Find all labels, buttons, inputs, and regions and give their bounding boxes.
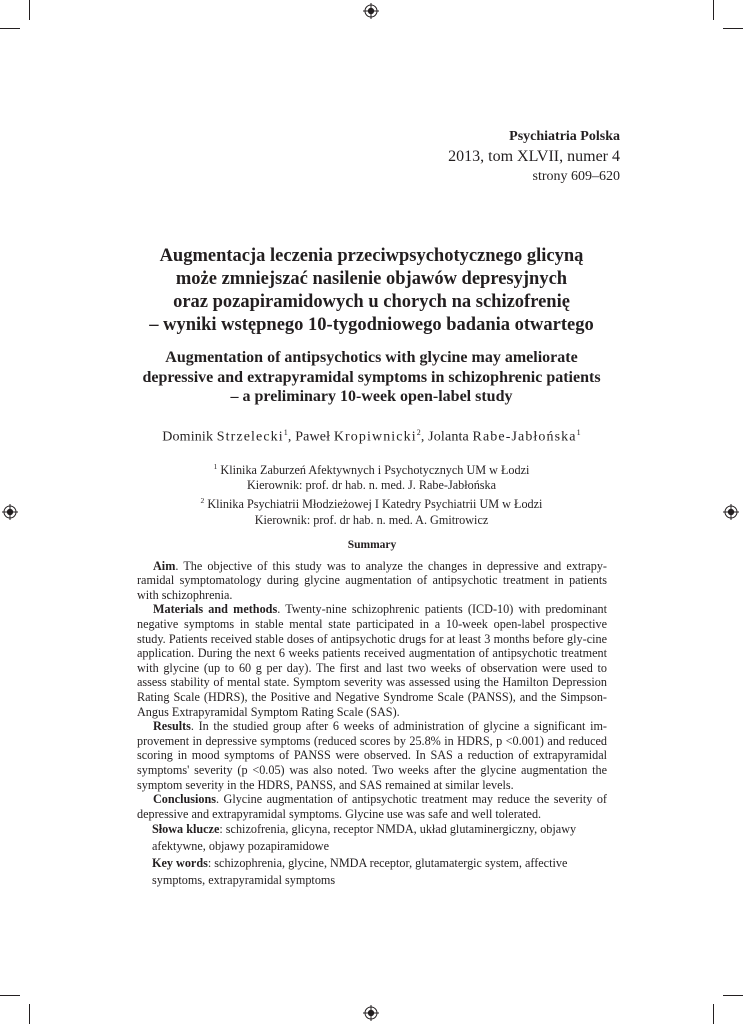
title-polish-line: oraz pozapiramidowych u chorych na schizofrenię xyxy=(173,292,570,312)
affiliation-text: Kierownik: prof. dr hab. n. med. A. Gmitrowicz xyxy=(254,512,489,527)
summary-heading: Summary xyxy=(347,539,397,551)
keywords-english xyxy=(152,855,612,889)
affiliation-line xyxy=(0,478,743,493)
summary-text: . In the studied group after 6 weeks of administration of glycine a significant im-provement in depressive symptoms (reduced scores by 25.8% in HDRS, p <0.001) and reduced scoring in mood symptoms of PANSS were observed. In SAS a reduction of extrapyramidal symptoms' severity (p <0.05) was also noted. Two weeks after the glycine augmentation the symptom severity in the HDRS, PANSS, and SAS remained at similar levels. xyxy=(137,719,607,792)
affiliation-list xyxy=(0,459,743,528)
summary-paragraph-aim xyxy=(137,559,607,603)
crop-mark xyxy=(0,28,20,29)
author-first-name: Jolanta xyxy=(428,429,473,445)
author-surname: Rabe-Jabłońska xyxy=(472,429,577,445)
title-polish xyxy=(0,245,743,337)
title-polish-line: może zmniejszać nasilenie objawów depresyjnych xyxy=(175,269,568,289)
keywords-polish xyxy=(152,821,612,855)
title-polish-line: Augmentacja leczenia przeciwpsychotycznego glicyną xyxy=(159,246,584,266)
author-affiliation-sup: 2 xyxy=(416,428,421,437)
title-english-line: Augmentation of antipsychotics with glycine may ameliorate xyxy=(165,349,578,366)
registration-mark-icon xyxy=(363,3,379,19)
summary-label: Conclusions xyxy=(153,792,216,807)
author-separator: , xyxy=(287,429,296,445)
author-affiliation-sup: 1 xyxy=(576,428,581,437)
author-first-name: Paweł xyxy=(295,429,334,445)
affiliation-sup: 1 xyxy=(213,462,218,471)
crop-mark xyxy=(723,28,743,29)
title-polish-line: – wyniki wstępnego 10-tygodniowego badania otwartego xyxy=(149,315,594,335)
summary-text: . The objective of this study was to analyze the changes in depressive and extrapy-ramidal symptomatology during glycine augmentation of antipsychotic treatment in patients with schizophrenia. xyxy=(137,558,607,602)
affiliation-line xyxy=(0,459,743,478)
affiliation-text: Klinika Zaburzeń Afektywnych i Psychotycznych UM w Łodzi xyxy=(217,463,530,478)
summary-text: . Twenty-nine schizophrenic patients (ICD-10) with predominant negative symptoms in stable mental state participated in a 10-week open-label prospective study. Patients received stable doses of antipsychotic drugs for at least 3 months before gly-cine application. During the next 6 weeks patients received augmentation of antipsychotic treatment with glycine (up to 60 g per day). The first and last two weeks of observation were used to assess stability of mental state. Symptom severity was assessed using the Hamilton Depression Rating Scale (HDRS), the Positive and Negative Syndrome Scale (PANSS), and the Simpson-Angus Extrapyramidal Symptom Rating Scale (SAS). xyxy=(137,602,608,719)
journal-volume: 2013, tom XLVII, numer 4 xyxy=(448,148,620,165)
keywords-text: : schizofrenia, glicyna, receptor NMDA, układ glutaminergiczny, objawy afektywne, objawy pozapiramidowe xyxy=(152,822,577,853)
summary-paragraph-methods xyxy=(137,602,607,719)
crop-mark xyxy=(723,995,743,996)
author-separator: , xyxy=(420,429,429,445)
affiliation-sup: 2 xyxy=(200,496,205,506)
author-list xyxy=(0,424,743,447)
summary-paragraph-results xyxy=(137,719,607,792)
crop-mark xyxy=(0,995,20,996)
author-surname: Kropiwnicki xyxy=(333,429,417,445)
keywords-label: Słowa klucze xyxy=(152,822,220,836)
title-english-line: depressive and extrapyramidal symptoms in schizophrenic patients xyxy=(142,368,601,386)
author-first-name: Dominik xyxy=(162,429,217,445)
keywords-label: Key words xyxy=(152,856,208,870)
registration-mark-icon xyxy=(363,1005,379,1021)
summary-label: Results xyxy=(153,719,191,734)
summary-section xyxy=(137,538,607,821)
author-surname: Strzelecki xyxy=(216,429,284,445)
crop-mark xyxy=(29,1004,30,1024)
affiliation-line xyxy=(0,493,743,512)
journal-name: Psychiatria Polska xyxy=(509,129,620,144)
summary-label: Aim xyxy=(153,558,176,573)
crop-mark xyxy=(713,1004,714,1024)
affiliation-text: Kierownik: prof. dr hab. n. med. J. Rabe-Jabłońska xyxy=(246,478,497,493)
summary-text: . Glycine augmentation of antipsychotic treatment may reduce the severity of depressive and extrapyramidal symptoms. Glycine use was safe and well tolerated. xyxy=(137,792,607,821)
title-english-line: – a preliminary 10-week open-label study xyxy=(230,388,513,405)
journal-header xyxy=(448,127,620,187)
title-english xyxy=(0,348,743,407)
crop-mark xyxy=(29,0,30,20)
keywords-section xyxy=(152,821,612,889)
journal-pages: strony 609–620 xyxy=(532,169,620,184)
affiliation-text: Klinika Psychiatrii Młodzieżowej I Katedry Psychiatrii UM w Łodzi xyxy=(204,497,543,512)
author-affiliation-sup: 1 xyxy=(283,428,288,437)
summary-paragraph-conclusions xyxy=(137,792,607,821)
summary-label: Materials and methods xyxy=(153,602,278,617)
crop-mark xyxy=(713,0,714,20)
keywords-text: : schizophrenia, glycine, NMDA receptor, glutamatergic system, affective symptoms, extrapyramidal symptoms xyxy=(152,856,568,887)
affiliation-line xyxy=(0,513,743,528)
